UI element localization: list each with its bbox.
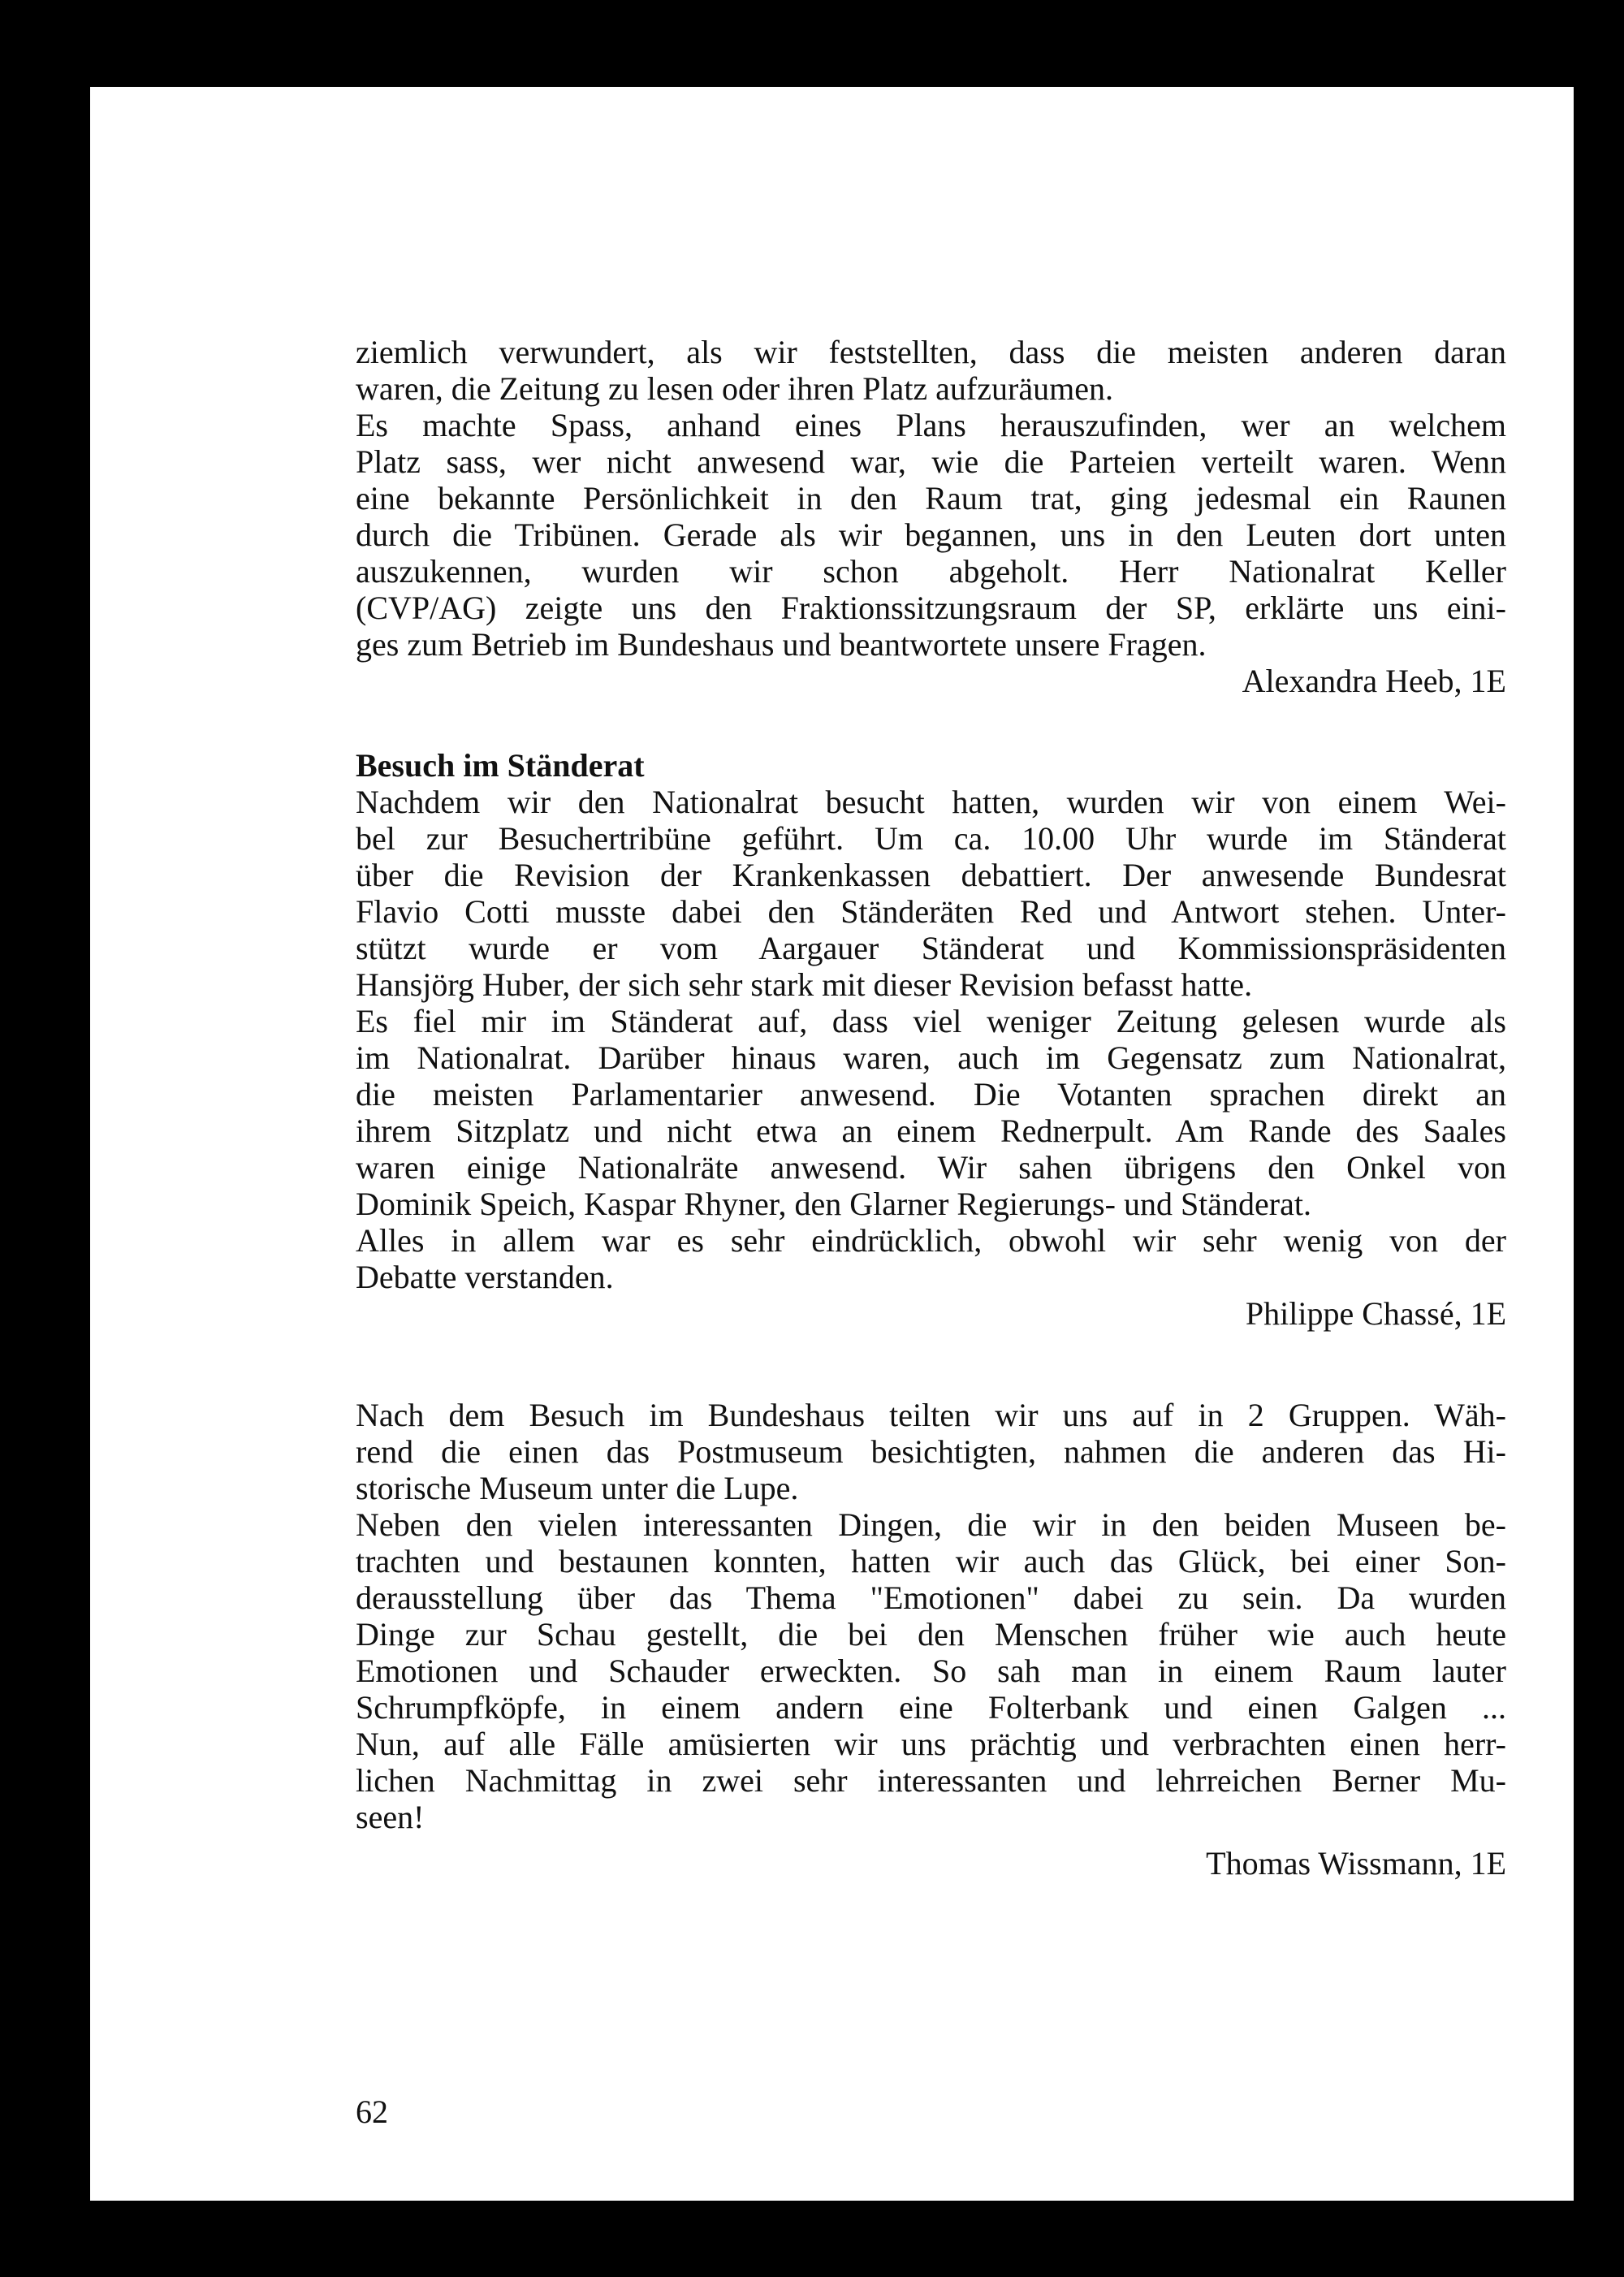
author-signature: Alexandra Heeb, 1E (1242, 663, 1506, 699)
text-line: Dinge zur Schau gestellt, die bei den Menschen früher wie auch heute (356, 1616, 1506, 1653)
text-line: Neben den vielen interessanten Dingen, die wir in den beiden Museen be- (356, 1506, 1506, 1543)
text-line: ziemlich verwundert, als wir feststellten, dass die meisten anderen daran (356, 334, 1506, 370)
author-signature: Thomas Wissmann, 1E (1206, 1845, 1506, 1882)
text-line: bel zur Besuchertribüne geführt. Um ca. 10.00 Uhr wurde im Ständerat (356, 820, 1506, 857)
text-line: stützt wurde er vom Aargauer Ständerat und Kommissionspräsidenten (356, 930, 1506, 966)
section-heading: Besuch im Ständerat (356, 747, 645, 784)
text-line: Debatte verstanden. (356, 1259, 614, 1295)
text-line: lichen Nachmittag in zwei sehr interessanten und lehrreichen Berner Mu- (356, 1762, 1506, 1799)
text-line: Es machte Spass, anhand eines Plans herauszufinden, wer an welchem (356, 407, 1506, 443)
text-line: eine bekannte Persönlichkeit in den Raum trat, ging jedesmal ein Raunen (356, 480, 1506, 516)
author-signature: Philippe Chassé, 1E (1245, 1295, 1506, 1332)
text-line: derausstellung über das Thema "Emotionen" dabei zu sein. Da wurden (356, 1579, 1506, 1616)
text-line: Platz sass, wer nicht anwesend war, wie die Parteien verteilt waren. Wenn (356, 443, 1506, 480)
text-line: waren, die Zeitung zu lesen oder ihren Platz aufzuräumen. (356, 370, 1113, 407)
report-nationalrat (356, 334, 1506, 699)
text-line: Emotionen und Schauder erweckten. So sah man in einem Raum lauter (356, 1653, 1506, 1689)
report-museums (356, 1397, 1506, 1882)
text-line: Es fiel mir im Ständerat auf, dass viel weniger Zeitung gelesen wurde als (356, 1003, 1506, 1039)
text-line: Nachdem wir den Nationalrat besucht hatten, wurden wir von einem Wei- (356, 784, 1506, 820)
text-line: ges zum Betrieb im Bundeshaus und beantwortete unsere Fragen. (356, 626, 1207, 663)
text-line: (CVP/AG) zeigte uns den Fraktionssitzungsraum der SP, erklärte uns eini- (356, 590, 1506, 626)
document-page (90, 87, 1574, 2201)
text-line: Alles in allem war es sehr eindrücklich, obwohl wir sehr wenig von der (356, 1222, 1506, 1259)
text-line: storische Museum unter die Lupe. (356, 1470, 799, 1506)
page-number: 62 (356, 2093, 388, 2130)
text-line: Flavio Cotti musste dabei den Ständeräten Red und Antwort stehen. Unter- (356, 893, 1506, 930)
text-line: ihrem Sitzplatz und nicht etwa an einem Rednerpult. Am Rande des Saales (356, 1113, 1506, 1149)
text-line: über die Revision der Krankenkassen debattiert. Der anwesende Bundesrat (356, 857, 1506, 893)
text-line: waren einige Nationalräte anwesend. Wir sahen übrigens den Onkel von (356, 1149, 1506, 1186)
text-line: seen! (356, 1799, 425, 1835)
text-line: Nun, auf alle Fälle amüsierten wir uns prächtig und verbrachten einen herr- (356, 1726, 1506, 1762)
text-line: Nach dem Besuch im Bundeshaus teilten wir uns auf in 2 Gruppen. Wäh- (356, 1397, 1506, 1433)
text-line: durch die Tribünen. Gerade als wir begannen, uns in den Leuten dort unten (356, 516, 1506, 553)
text-line: die meisten Parlamentarier anwesend. Die Votanten sprachen direkt an (356, 1076, 1506, 1113)
text-line: trachten und bestaunen konnten, hatten wir auch das Glück, bei einer Son- (356, 1543, 1506, 1579)
text-line: Dominik Speich, Kaspar Rhyner, den Glarner Regierungs- und Ständerat. (356, 1186, 1311, 1222)
text-line: Schrumpfköpfe, in einem andern eine Folterbank und einen Galgen ... (356, 1689, 1506, 1726)
text-line: Hansjörg Huber, der sich sehr stark mit dieser Revision befasst hatte. (356, 966, 1253, 1003)
report-staenderat (356, 747, 1506, 1332)
text-line: im Nationalrat. Darüber hinaus waren, auch im Gegensatz zum Nationalrat, (356, 1039, 1506, 1076)
text-line: rend die einen das Postmuseum besichtigten, nahmen die anderen das Hi- (356, 1433, 1506, 1470)
text-line: auszukennen, wurden wir schon abgeholt. Herr Nationalrat Keller (356, 553, 1506, 590)
